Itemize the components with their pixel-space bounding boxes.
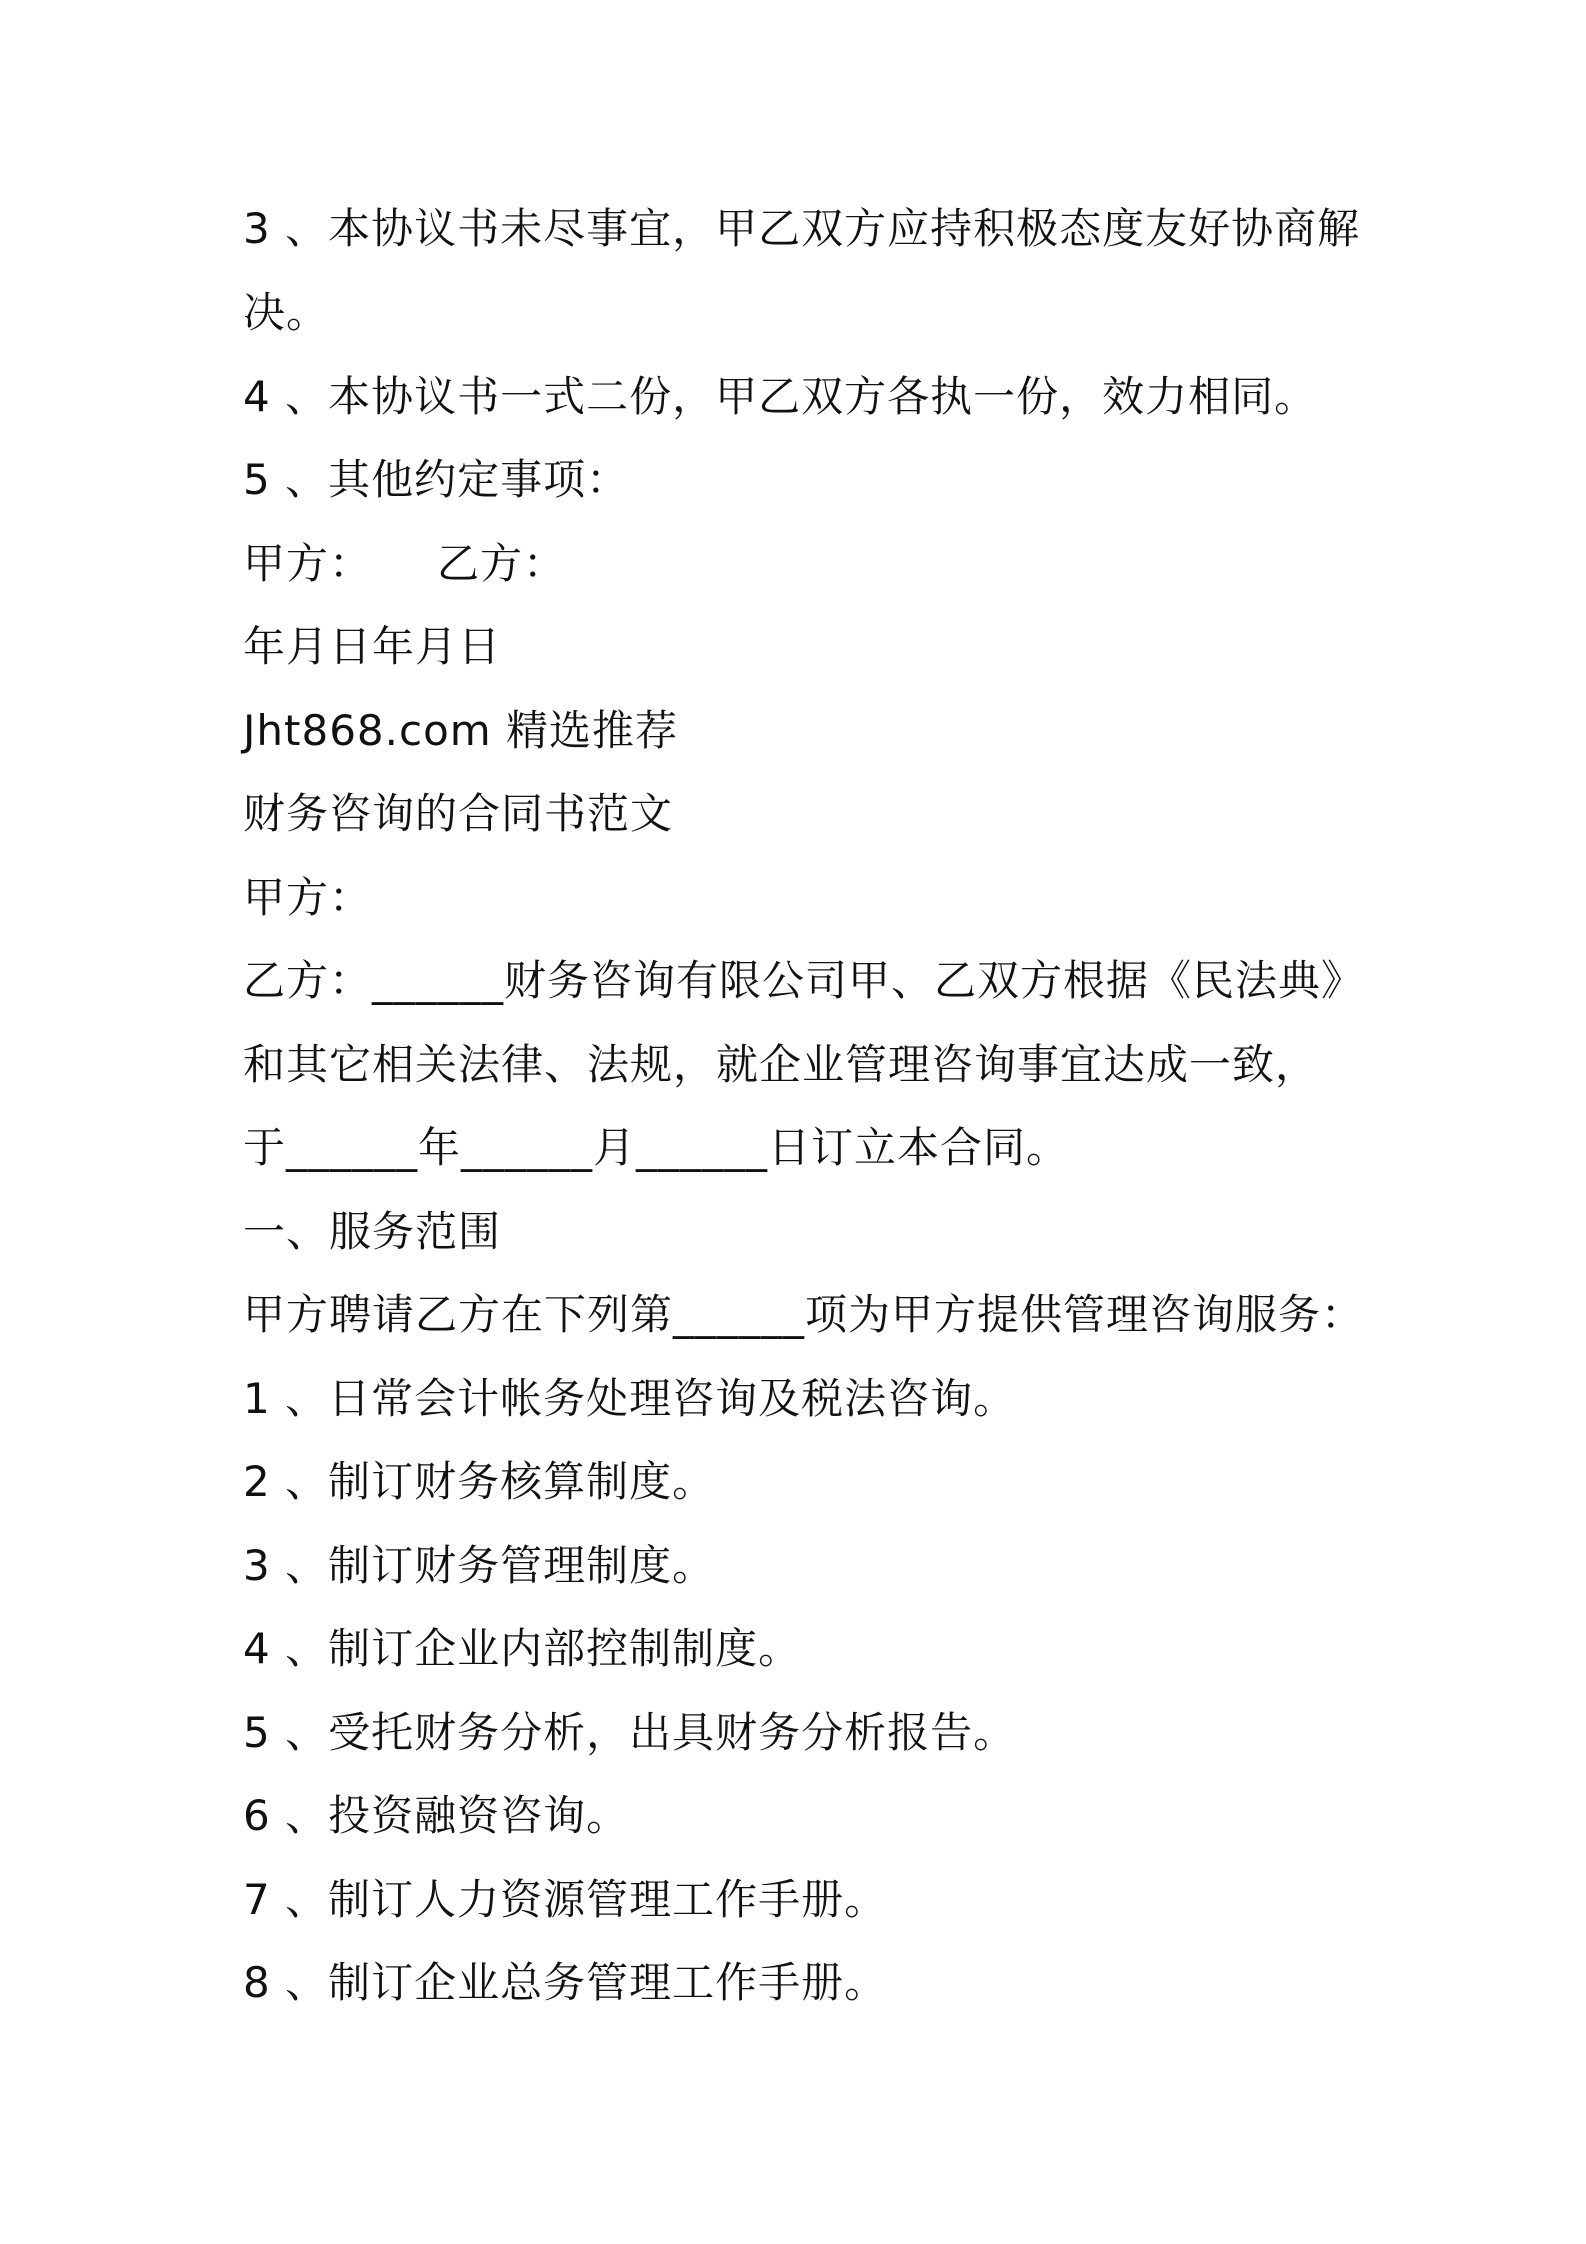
list-item: 1 、日常会计帐务处理咨询及税法咨询。 [243, 1374, 1017, 1423]
section-heading: 一、服务范围 [243, 1207, 502, 1256]
text-line: 和其它相关法律、法规，就企业管理咨询事宜达成一致， [243, 1040, 1319, 1089]
text-line: 甲方聘请乙方在下列第______项为甲方提供管理咨询服务： [243, 1290, 1365, 1339]
text-line: Jht868.com 精选推荐 [243, 706, 679, 755]
text-line: 3 、本协议书未尽事宜，甲乙双方应持积极态度友好协商解 [243, 204, 1361, 253]
list-item: 7 、制订人力资源管理工作手册。 [243, 1875, 888, 1924]
list-item: 2 、制订财务核算制度。 [243, 1457, 716, 1506]
list-item: 8 、制订企业总务管理工作手册。 [243, 1958, 888, 2007]
text-line: 4 、本协议书一式二份，甲乙双方各执一份，效力相同。 [243, 372, 1318, 421]
document-title: 财务咨询的合同书范文 [243, 789, 674, 838]
list-item: 5 、受托财务分析，出具财务分析报告。 [243, 1708, 1017, 1757]
text-line: 甲方： 乙方： [243, 539, 567, 588]
text-line: 甲方： [243, 873, 373, 922]
text-line: 5 、其他约定事项： [243, 455, 630, 504]
text-line: 年月日年月日 [243, 622, 502, 671]
text-line: 乙方：______财务咨询有限公司甲、乙双方根据《民法典》 [243, 956, 1365, 1005]
list-item: 3 、制订财务管理制度。 [243, 1541, 716, 1590]
text-line: 决。 [243, 288, 330, 337]
text-line: 于______年______月______日订立本合同。 [243, 1123, 1070, 1172]
list-item: 4 、制订企业内部控制制度。 [243, 1624, 802, 1673]
list-item: 6 、投资融资咨询。 [243, 1791, 630, 1840]
